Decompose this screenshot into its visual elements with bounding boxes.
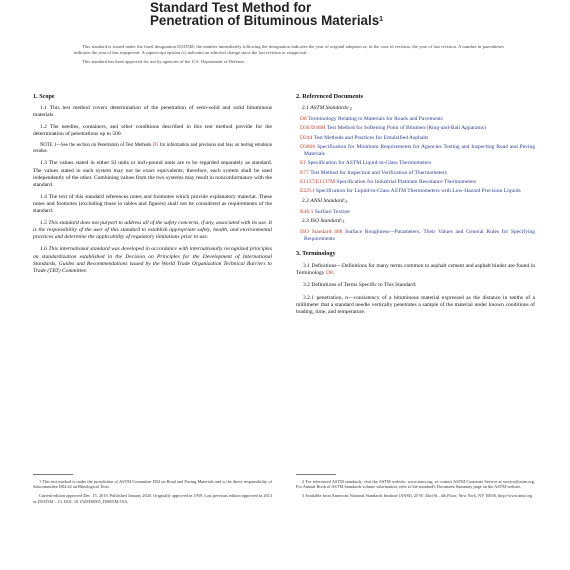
terminology-3-2: 3.2 Definitions of Terms Specific to This Standard: bbox=[303, 282, 417, 289]
footnote-rule-left bbox=[33, 474, 73, 475]
terminology-3-1: 3.1 Definitions—Definitions for many terms common to asphalt cement and asphalt binder are found in Terminology D8. bbox=[296, 263, 535, 277]
iso-standard-subhead: 2.3 ISO Standard:$^3$ bbox=[302, 217, 345, 224]
scope-1-4: 1.4 The text of this standard references notes and footnotes which provide explanatory material. These notes and footnotes (excluding those in tables and figures) shall not be considered as requirements of the standard. bbox=[33, 193, 272, 215]
ref-b46-1[interactable]: B46.1 Surface Texture bbox=[300, 208, 350, 215]
scope-1-5: 1.5 This standard does not purport to address all of the safety concerns, if any, associated with its use. It is the responsibility of the user of this standard to establish appropriate safety, health, and environmental practices and determine the applicability of regulatory limitations prior to use. bbox=[33, 220, 272, 241]
designation-notice bbox=[74, 44, 504, 69]
ref-e1[interactable]: E1 Specification for ASTM Liquid-in-Glass Thermometers bbox=[300, 160, 432, 167]
section-heading-scope: 1. Scope bbox=[33, 93, 55, 100]
footnote-edition: Current edition approved Dec. 15, 2019. Published January 2020. Originally approved in 1959. Last previous edition approved in 2013 as D5/D5M – 13. DOI: 10.1520/D0005_D0005M-19A. bbox=[33, 493, 272, 504]
ref-iso-468[interactable]: ISO Standard 468 Surface Roughness—Parameters, Their Values and General Rules for Specifying Requirements bbox=[300, 229, 535, 243]
scope-1-3: 1.3 The values stated in either SI units or inch-pound units are to be regarded separately as standard. The values stated in each system may not be exact equivalents; therefore, each system shall be used independently of the other. Combining values from the two systems may result in nonconformance with the standard. bbox=[33, 160, 272, 188]
section-heading-referenced-documents: 2. Referenced Documents bbox=[296, 93, 364, 100]
footnote-rule-right bbox=[296, 474, 336, 475]
term-ref-d8[interactable]: D8 bbox=[325, 270, 333, 277]
ref-e2251[interactable]: E2251 Specification for Liquid-in-Glass ASTM Thermometers with Low-Hazard Precision Liquids bbox=[300, 188, 521, 195]
note-ref-d5[interactable]: D5 bbox=[152, 143, 159, 149]
designation-paragraph: This standard is issued under the fixed designation D5/D5M; the number immediately following the designation indicates the year of original adoption or, in the case of revision, the year of last revision. A number in parentheses indicates the year of last reapproval. A superscript epsilon (ε) indicates an editorial change since the last revision or reapproval. bbox=[74, 44, 504, 55]
section-heading-terminology: 3. Terminology bbox=[296, 250, 336, 258]
footnote-2: 2 For referenced ASTM standards, visit the ASTM website, www.astm.org, or contact ASTM Customer Service at service@astm.org. For Annual Book of ASTM Standards volume information, refer to the standard's Document Summary page on the ASTM website. bbox=[296, 479, 535, 490]
document-title bbox=[150, 1, 480, 27]
ref-e1137[interactable]: E1137/E1137M Specification for Industrial Platinum Resistance Thermometers bbox=[300, 178, 477, 185]
title-line-1: Standard Test Method for bbox=[150, 0, 312, 15]
scope-note-1: NOTE 1—See the section on Penetration of Test Methods D5 for information and precision and bias on testing emulsion residue. bbox=[33, 143, 272, 155]
left-column bbox=[33, 93, 272, 280]
title-footnote-mark: 1 bbox=[379, 16, 384, 23]
scope-1-2: 1.2 The needles, containers, and other conditions described in this test method provide for the determination of penetrations up to 500. bbox=[33, 124, 272, 138]
scope-1-6: 1.6 This international standard was developed in accordance with internationally recognized principles on standardization established in the Decision on Principles for the Development of International Standards, Guides and Recommendations issued by the World Trade Organization Technical Barriers to Trade (TBT) Committee. bbox=[33, 246, 272, 274]
ref-d244[interactable]: D244 Test Methods and Practices for Emulsified Asphalts bbox=[300, 134, 429, 141]
ansi-standard-subhead: 2.2 ANSI Standard:$^3$ bbox=[302, 197, 348, 204]
footnote-3: 3 Available from American National Standards Institute (ANSI), 25 W. 43rd St., 4th Floor, New York, NY 10036, http://www.ansi.org. bbox=[302, 493, 534, 499]
footnotes-right bbox=[296, 479, 535, 503]
footnote-1: 1 This test method is under the jurisdiction of ASTM Committee D04 on Road and Paving Materials and is the direct responsibility of Subcommittee D04.44 on Rheological Tests. bbox=[33, 479, 272, 490]
ref-d3666[interactable]: D3666 Specification for Minimum Requirements for Agencies Testing and Inspecting Road and Paving Materials bbox=[300, 144, 535, 158]
dod-approval-paragraph: This standard has been approved for use by agencies of the U.S. Department of Defense. bbox=[82, 59, 245, 65]
ref-e77[interactable]: E77 Test Method for Inspection and Verification of Thermometers bbox=[300, 169, 447, 176]
title-line-2: Penetration of Bituminous Materials$^1$ bbox=[150, 13, 384, 28]
ref-d36[interactable]: D36/D36M Test Method for Softening Point of Bitumen (Ring-and-Ball Apparatus) bbox=[300, 125, 486, 132]
right-column bbox=[296, 93, 535, 321]
terminology-3-2-1: 3.2.1 penetration, n—consistency of a bituminous material expressed as the distance in tenths of a millimeter that a standard needle vertically penetrates a sample of the material under known conditions of loading, time, and temperature. bbox=[296, 294, 535, 315]
scope-1-1: 1.1 This test method covers determination of the penetration of semi-solid and solid bituminous materials. bbox=[33, 105, 272, 119]
footnotes-left bbox=[33, 479, 272, 508]
ref-d8[interactable]: D8 Terminology Relating to Materials for Roads and Pavements bbox=[300, 116, 443, 123]
astm-standards-subhead: 2.1 ASTM Standards:$^2$ bbox=[302, 105, 352, 112]
